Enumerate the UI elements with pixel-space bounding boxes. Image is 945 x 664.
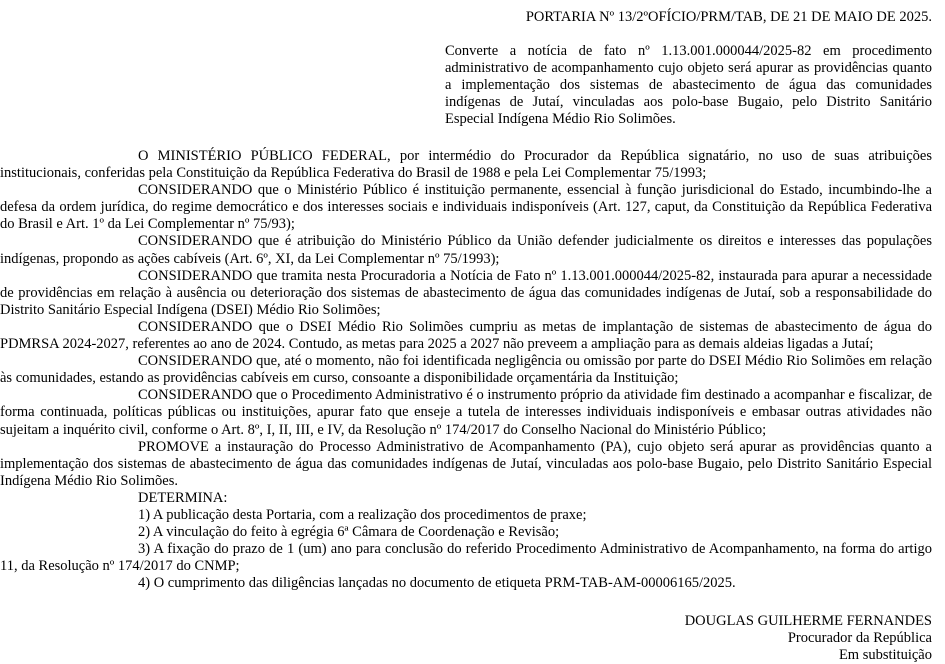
signature-block (685, 613, 932, 664)
paragraph-considerando-1: CONSIDERANDO que o Ministério Público é instituição permanente, essencial à função jurisdicional do Estado, incumbindo-lhe a defesa da ordem jurídica, do regime democrático e dos interesses sociais e individuais indisponíveis (Art. 127, caput, da Constituição da República Federativa do Brasil e Art. 1º da Lei Complementar nº 75/93); (0, 182, 932, 233)
paragraph-considerando-5: CONSIDERANDO que, até o momento, não foi identificada negligência ou omissão por parte do DSEI Médio Rio Solimões em relação às comunidades, estando as providências cabíveis em curso, consoante a disponibilidade orçamentária da Instituição; (0, 353, 932, 387)
paragraph-considerando-4: CONSIDERANDO que o DSEI Médio Rio Solimões cumpriu as metas de implantação de sistemas de abastecimento de água do PDMRSA 2024-2027, referentes ao ano de 2024. Contudo, as metas para 2025 a 2027 não preveem a ampliação para as demais aldeias ligadas a Jutaí; (0, 318, 932, 353)
paragraph-promove: PROMOVE a instauração do Processo Administrativo de Acompanhamento (PA), cujo objeto será apurar as providências quanto a implementação dos sistemas de abastecimento de água das comunidades indígenas de Jutaí, vinculadas aos polo-base Bugaio, pelo Distrito Sanitário Especial Indígena Médio Rio Solimões. (0, 438, 932, 489)
document-body (0, 148, 932, 592)
paragraph-considerando-2: CONSIDERANDO que é atribuição do Ministério Público da União defender judicialmente os direitos e interesses das populações indígenas, propondo as ações cabíveis (Art. 6º, XI, da Lei Complementar nº 75/1993); (0, 233, 932, 267)
signatory-name: DOUGLAS GUILHERME FERNANDES (684, 613, 932, 629)
determina-item-4: 4) O cumprimento das diligências lançadas no documento de etiqueta PRM-TAB-AM-00006165/2025. (138, 575, 736, 592)
determina-item-2: 2) A vinculação do feito à egrégia 6ª Câmara de Coordenação e Revisão; (138, 524, 560, 541)
signatory-role: Procurador da República (787, 630, 932, 647)
determina-item-1: 1) A publicação desta Portaria, com a realização dos procedimentos de praxe; (138, 506, 587, 523)
document-title: PORTARIA Nº 13/2ºOFÍCIO/PRM/TAB, DE 21 DE MAIO DE 2025. (525, 9, 932, 25)
paragraph-preamble: O MINISTÉRIO PÚBLICO FEDERAL, por intermédio do Procurador da República signatário, no uso de suas atribuições institucionais, conferidas pela Constituição da República Federativa do Brasil de 1988 e pela Lei Complementar 75/1993; (0, 148, 932, 182)
paragraph-considerando-3: CONSIDERANDO que tramita nesta Procuradoria a Notícia de Fato nº 1.13.001.000044/2025-82, instaurada para apurar a necessidade de providências em relação à ausência ou deterioração dos sistemas de abastecimento de água das comunidades indígenas de Jutaí, sob a responsabilidade do Distrito Sanitário Especial Indígena (DSEI) Médio Rio Solimões; (0, 267, 932, 318)
signatory-status: Em substituição (838, 647, 932, 664)
determina-heading: DETERMINA: (138, 489, 228, 506)
document-summary: Converte a notícia de fato nº 1.13.001.000044/2025-82 em procedimento administrativo de acompanhamento cujo objeto será apurar as providências quanto a implementação dos sistemas de abastecimento de água das comunidades indígenas de Jutaí, vinculadas aos polo-base Bugaio, pelo Distrito Sanitário Especial Indígena Médio Rio Solimões. (445, 43, 932, 128)
determina-item-3: 3) A fixação do prazo de 1 (um) ano para conclusão do referido Procedimento Administrativo de Acompanhamento, na forma do artigo 11, da Resolução nº 174/2017 do CNMP; (0, 541, 932, 575)
paragraph-considerando-6: CONSIDERANDO que o Procedimento Administrativo é o instrumento próprio da atividade fim destinado a acompanhar e fiscalizar, de forma continuada, políticas públicas ou instituições, apurar fato que enseje a tutela de interesses individuais indisponíveis e embasar outras atividades não sujeitam a inquérito civil, conforme o Art. 8º, I, II, III, e IV, da Resolução nº 174/2017 do Conselho Nacional do Ministério Público; (0, 387, 932, 438)
